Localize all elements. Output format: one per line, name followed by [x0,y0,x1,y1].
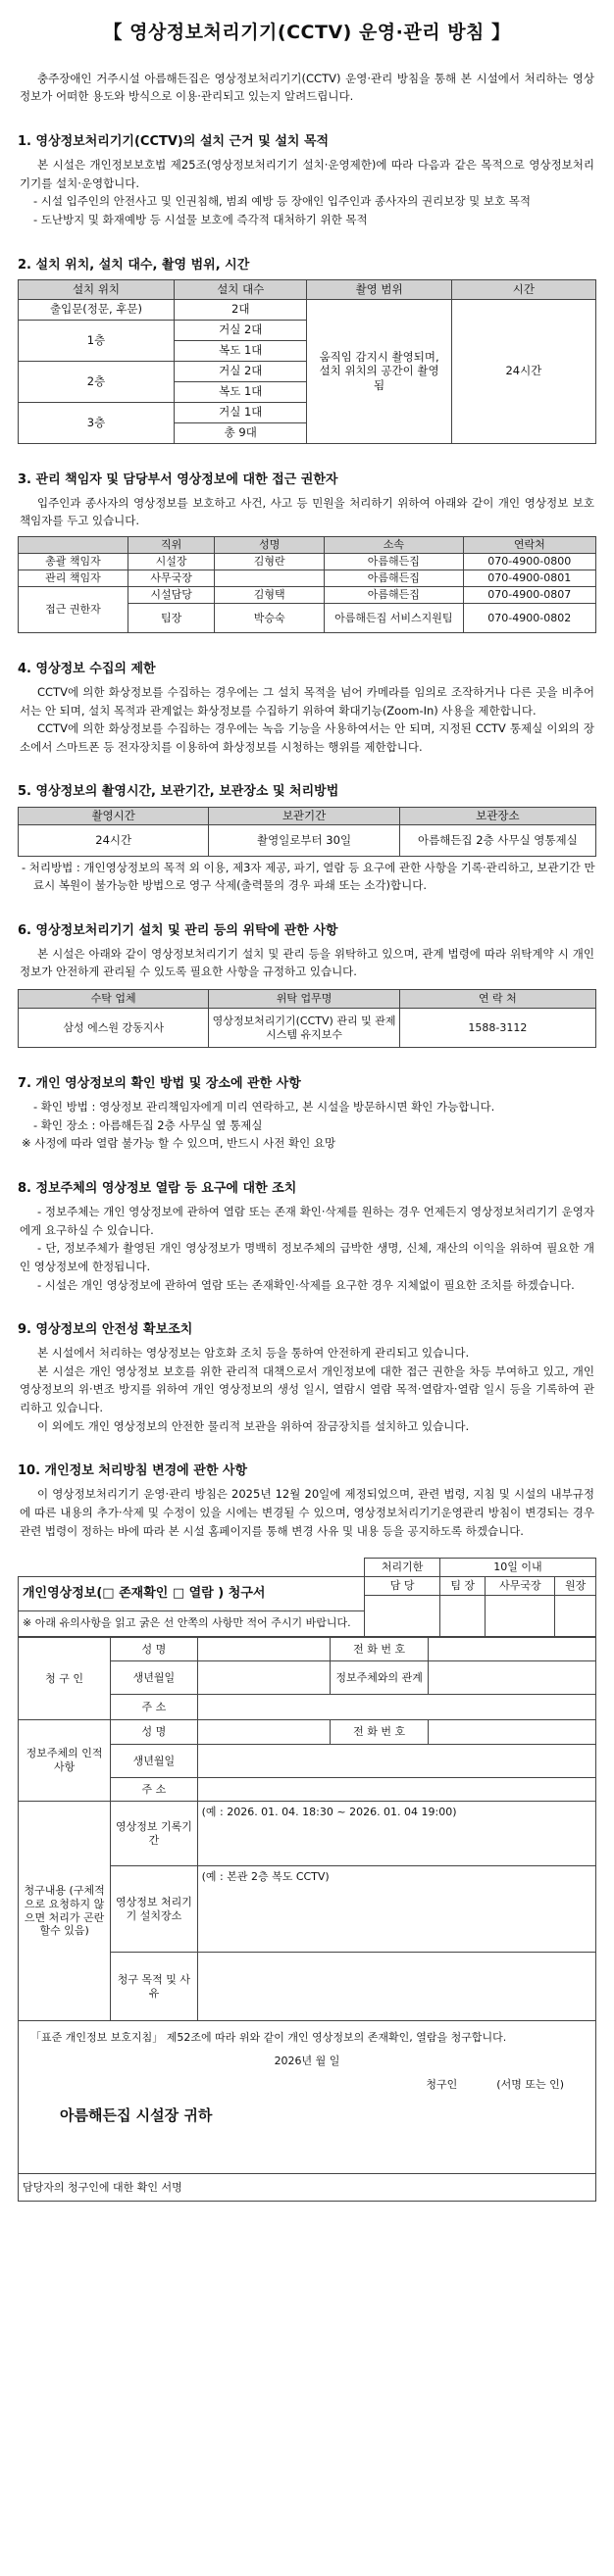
list-item: - 확인 방법 : 영상정보 관리책임자에게 미리 연락하고, 본 시설을 방문하시면 확인 가능합니다. [33,1100,495,1115]
section-body: CCTV에 의한 화상정보를 수집하는 경우에는 그 설치 목적을 넘어 카메라를 임의로 조작하거나 다른 곳을 비추어서는 안 되며, 설치 목적과 관계없는 화상정보를 수집하기 위하여 확대기능(Zoom-In) 사용을 제한합니다. [20,684,594,718]
table-cell: 거실 1대 [175,402,307,422]
section-2 [18,255,596,444]
field-label: 청구내용 (구체적으로 요청하지 않으면 처리가 곤란할수 있음) [19,1802,111,2021]
section-heading: 6. 영상정보처리기기 설치 및 관리 등의 위탁에 관한 사항 [18,922,338,938]
field-label: 정보주체와의 관계 [331,1661,429,1695]
period-value: 10일 이내 [439,1559,595,1577]
table-cell: 070-4900-0807 [463,586,595,603]
table-cell: 거실 2대 [175,361,307,381]
record-period-field[interactable]: (예 : 2026. 01. 04. 18:30 ~ 2026. 01. 04 19:00) [197,1802,595,1866]
section-8 [18,1178,596,1294]
table-cell: 1588-3112 [399,1009,595,1048]
retention-table [18,807,596,857]
field-label: 주 소 [111,1695,197,1720]
table-cell: 아름해든집 [325,570,463,586]
cctv-location-table [18,279,596,444]
section-heading: 2. 설치 위치, 설치 대수, 촬영 범위, 시간 [18,257,250,272]
request-form [18,1558,596,2202]
period-label: 처리기한 [365,1559,440,1577]
table-header: 직위 [128,536,214,553]
footer-confirm: 담당자의 청구인에 대한 확인 서명 [19,2174,596,2202]
section-heading: 9. 영상정보의 안전성 확보조치 [18,1322,193,1338]
table-cell: 움직임 감지시 촬영되며, 설치 위치의 공간이 촬영됨 [307,299,451,443]
approval-header: 담 당 [365,1577,440,1596]
table-header: 소속 [325,536,463,553]
section-7 [18,1073,596,1153]
section-heading: 5. 영상정보의 촬영시간, 보관기간, 보관장소 및 처리방법 [18,784,339,800]
page-title: 【 영상정보처리기기(CCTV) 운영·관리 방침 】 [103,22,511,43]
section-body: 본 시설은 개인정보보호법 제25조(영상정보처리기기 설치·운영제한)에 따라 다음과 같은 목적으로 영상정보처리기기를 설치·운영합니다. [20,158,594,190]
section-10 [18,1461,596,1540]
table-cell: 아름해든집 2층 사무실 영통제실 [399,824,595,856]
table-cell: 시설담당 [128,586,214,603]
form-title: 개인영상정보(□ 존재확인 □ 열람 ) 청구서 [19,1577,365,1611]
claimant-address-field[interactable] [197,1695,595,1720]
section-heading: 3. 관리 책임자 및 담당부서 영상정보에 대한 접근 권한자 [18,471,338,487]
approval-header: 원장 [555,1577,596,1596]
section-body: 이 영상정보처리기기 운영·관리 방침은 2025년 12월 20일에 제정되었으며, 관련 법령, 지침 및 시설의 내부규정에 따른 내용의 추가·삭제 및 수정이 있을 시에는 변경될 수 있으며, 영상정보처리기기운영관리 방침이 변경되는 경우 관련 법령이 정하는 바에 따라 본 시설 홈페이지를 통해 변경 사유 및 내용 등을 공지하도록 하겠습니다. [20,1487,594,1538]
subject-phone-field[interactable] [429,1720,596,1745]
section-heading: 8. 정보주체의 영상정보 열람 등 요구에 대한 조치 [18,1180,297,1196]
table-header: 보관기간 [209,807,399,824]
table-cell: 070-4900-0802 [463,603,595,632]
section-6 [18,920,596,1048]
approval-sign-box[interactable] [486,1596,555,1637]
section-body: 이 외에도 개인 영상정보의 안전한 물리적 보관을 위하여 잠금장치를 설치하고 있습니다. [37,1418,470,1433]
table-cell: 김형란 [215,553,325,570]
table-cell: 복도 1대 [175,381,307,402]
table-cell: 2대 [175,299,307,320]
manager-table [18,536,596,633]
approval-header: 팀 장 [439,1577,485,1596]
section-heading: 7. 개인 영상정보의 확인 방법 및 장소에 관한 사항 [18,1076,301,1092]
table-cell: 거실 2대 [175,320,307,340]
subject-name-field[interactable] [197,1720,330,1745]
table-cell: 3층 [19,402,175,443]
table-header [19,536,128,553]
table-header: 설치 대수 [175,279,307,299]
install-place-field[interactable]: (예 : 본관 2층 복도 CCTV) [197,1866,595,1953]
table-header: 시간 [451,279,595,299]
list-item: - 단, 정보주체가 촬영된 개인 영상정보가 명백히 정보주체의 급박한 생명, 신체, 재산의 이익을 위하여 필요한 개인 영상정보에 한정됩니다. [20,1241,594,1273]
section-body: 본 시설에서 처리하는 영상정보는 암호화 조치 등을 통하여 안전하게 관리되고 있습니다. [37,1346,470,1361]
section-heading: 10. 개인정보 처리방침 변경에 관한 사항 [18,1463,248,1479]
section-4 [18,659,596,757]
subject-birth-field[interactable] [197,1745,595,1778]
statement-text: 「표준 개인정보 보호지침」 제52조에 따라 위와 같이 개인 영상정보의 존재확인, 열람을 청구합니다. [30,2031,507,2045]
field-label: 생년월일 [111,1661,197,1695]
field-label: 청구 목적 및 사유 [111,1953,197,2021]
list-item: - 정보주체는 개인 영상정보에 관하여 열람 또는 존재 확인·삭제를 원하는 경우 언제든지 영상정보처리기기 운영자에게 요구하실 수 있습니다. [20,1205,594,1237]
table-header: 위탁 업무명 [209,990,399,1009]
field-label: 영상정보 기록기간 [111,1802,197,1866]
statement-block [19,2021,596,2174]
section-heading: 1. 영상정보처리기기(CCTV)의 설치 근거 및 설치 목적 [18,134,330,150]
table-header: 보관장소 [399,807,595,824]
table-header: 설치 위치 [19,279,175,299]
statement-date: 2026년 월 일 [274,2054,340,2067]
table-cell: 총괄 책임자 [19,553,128,570]
claimant-relation-field[interactable] [429,1661,596,1695]
table-cell: 관리 책임자 [19,570,128,586]
subject-address-field[interactable] [197,1778,595,1802]
field-label: 영상정보 처리기기 설치장소 [111,1866,197,1953]
table-cell: 출입문(정문, 후문) [19,299,175,320]
table-cell [215,570,325,586]
table-cell: 아름해든집 [325,553,463,570]
table-header: 수탁 업체 [19,990,209,1009]
section-3 [18,470,596,633]
section-9 [18,1319,596,1435]
table-cell: 총 9대 [175,422,307,443]
table-cell: 복도 1대 [175,340,307,361]
approval-table [18,1558,596,1637]
list-item: - 확인 장소 : 아름해든집 2층 사무실 옆 통제실 [33,1117,263,1132]
claimant-phone-field[interactable] [429,1638,596,1661]
table-header: 연락처 [463,536,595,553]
table-cell: 24시간 [451,299,595,443]
approval-sign-box[interactable] [555,1596,596,1637]
intro-text: 충주장애인 거주시설 아름해든집은 영상정보처리기기(CCTV) 운영·관리 방침을 통해 본 시설에서 처리하는 영상정보가 어떠한 용도와 방식으로 이용·관리되고 있는지 알려드립니다. [20,71,594,104]
signer-line [30,2078,584,2092]
table-cell: 070-4900-0800 [463,553,595,570]
table-header: 연 락 처 [399,990,595,1009]
field-label: 성 명 [111,1720,197,1745]
table-cell: 1층 [19,320,175,361]
field-label: 전 화 번 호 [331,1638,429,1661]
claimant-table [18,1637,596,2202]
table-cell: 박승숙 [215,603,325,632]
sign-note: (서명 또는 인) [496,2077,564,2091]
table-header: 촬영시간 [19,807,209,824]
purpose-field[interactable] [197,1953,595,2021]
approval-header: 사무국장 [486,1577,555,1596]
section-5 [18,781,596,894]
table-cell: 삼성 에스원 강동지사 [19,1009,209,1048]
table-cell: 팀장 [128,603,214,632]
field-label: 주 소 [111,1778,197,1802]
table-header: 성명 [215,536,325,553]
field-label: 성 명 [111,1638,197,1661]
table-cell: 아름해든집 서비스지원팀 [325,603,463,632]
field-label: 청 구 인 [19,1638,111,1720]
table-cell: 촬영일로부터 30일 [209,824,399,856]
table-cell: 24시간 [19,824,209,856]
approval-sign-box[interactable] [439,1596,485,1637]
section-body: 입주인과 종사자의 영상정보를 보호하고 사건, 사고 등 민원을 처리하기 위하여 아래와 같이 개인 영상정보 보호 책임자를 두고 있습니다. [20,495,594,528]
signer-label: 청구인 [426,2077,458,2091]
claimant-birth-field[interactable] [197,1661,330,1695]
form-note: ※ 아래 유의사항을 읽고 굵은 선 안쪽의 사항만 적어 주시기 바랍니다. [19,1611,365,1637]
outsourcing-table [18,989,596,1048]
section-body: 본 시설은 개인 영상정보 보호를 위한 관리적 대책으로서 개인정보에 대한 접근 권한을 차등 부여하고 있고, 개인 영상정보의 위·변조 방지를 위하여 개인 영상정보의 생성 일시, 열람시 열람 목적·열람자·열람 일시 등을 기록하여 관리하고 있습니다. [20,1363,594,1415]
field-label: 생년월일 [111,1745,197,1778]
table-cell: 시설장 [128,553,214,570]
list-item: - 도난방지 및 화재예방 등 시설물 보호에 즉각적 대처하기 위한 목적 [33,212,368,226]
table-cell: 2층 [19,361,175,402]
table-cell: 접근 권한자 [19,586,128,632]
list-item: - 시설 입주인의 안전사고 및 인권침해, 범죄 예방 등 장애인 입주인과 종사자의 권리보장 및 보호 목적 [33,194,531,209]
table-cell: 영상정보처리기기(CCTV) 관리 및 관제시스템 유지보수 [209,1009,399,1048]
field-label: 전 화 번 호 [331,1720,429,1745]
section-heading: 4. 영상정보 수집의 제한 [18,661,156,676]
table-cell: 김형택 [215,586,325,603]
recipient: 아름해든집 시설장 귀하 [60,2106,213,2125]
table-cell: 아름해든집 [325,586,463,603]
process-method: - 처리방법 : 개인영상정보의 목적 외 이용, 제3자 제공, 파기, 열람 등 요구에 관한 사항을 기록·관리하고, 보관기간 만료시 복원이 불가능한 방법으로 영구 삭제(출력물의 경우 파쇄 또는 소각)합니다. [22,860,595,893]
table-header: 촬영 범위 [307,279,451,299]
section-body: CCTV에 의한 화상정보를 수집하는 경우에는 녹음 기능을 사용하여서는 안 되며, 지정된 CCTV 통제실 이외의 장소에서 스마트폰 등 전자장치를 이용하여 화상정보를 시청하는 행위를 제한합니다. [20,721,594,754]
table-cell: 070-4900-0801 [463,570,595,586]
claimant-name-field[interactable] [197,1638,330,1661]
list-item: ※ 사정에 따라 열람 불가능 할 수 있으며, 반드시 사전 확인 요망 [22,1136,336,1151]
list-item: - 시설은 개인 영상정보에 관하여 열람 또는 존재확인·삭제를 요구한 경우 지체없이 필요한 조치를 하겠습니다. [37,1277,575,1292]
approval-sign-box[interactable] [365,1596,440,1637]
section-1 [18,131,596,229]
section-body: 본 시설은 아래와 같이 영상정보처리기기 설치 및 관리 등을 위탁하고 있으며, 관계 법령에 따라 위탁계약 시 개인정보가 안전하게 관리될 수 있도록 필요한 사항을 규정하고 있습니다. [20,946,594,979]
field-label: 정보주체의 인적사항 [19,1720,111,1802]
table-cell: 사무국장 [128,570,214,586]
